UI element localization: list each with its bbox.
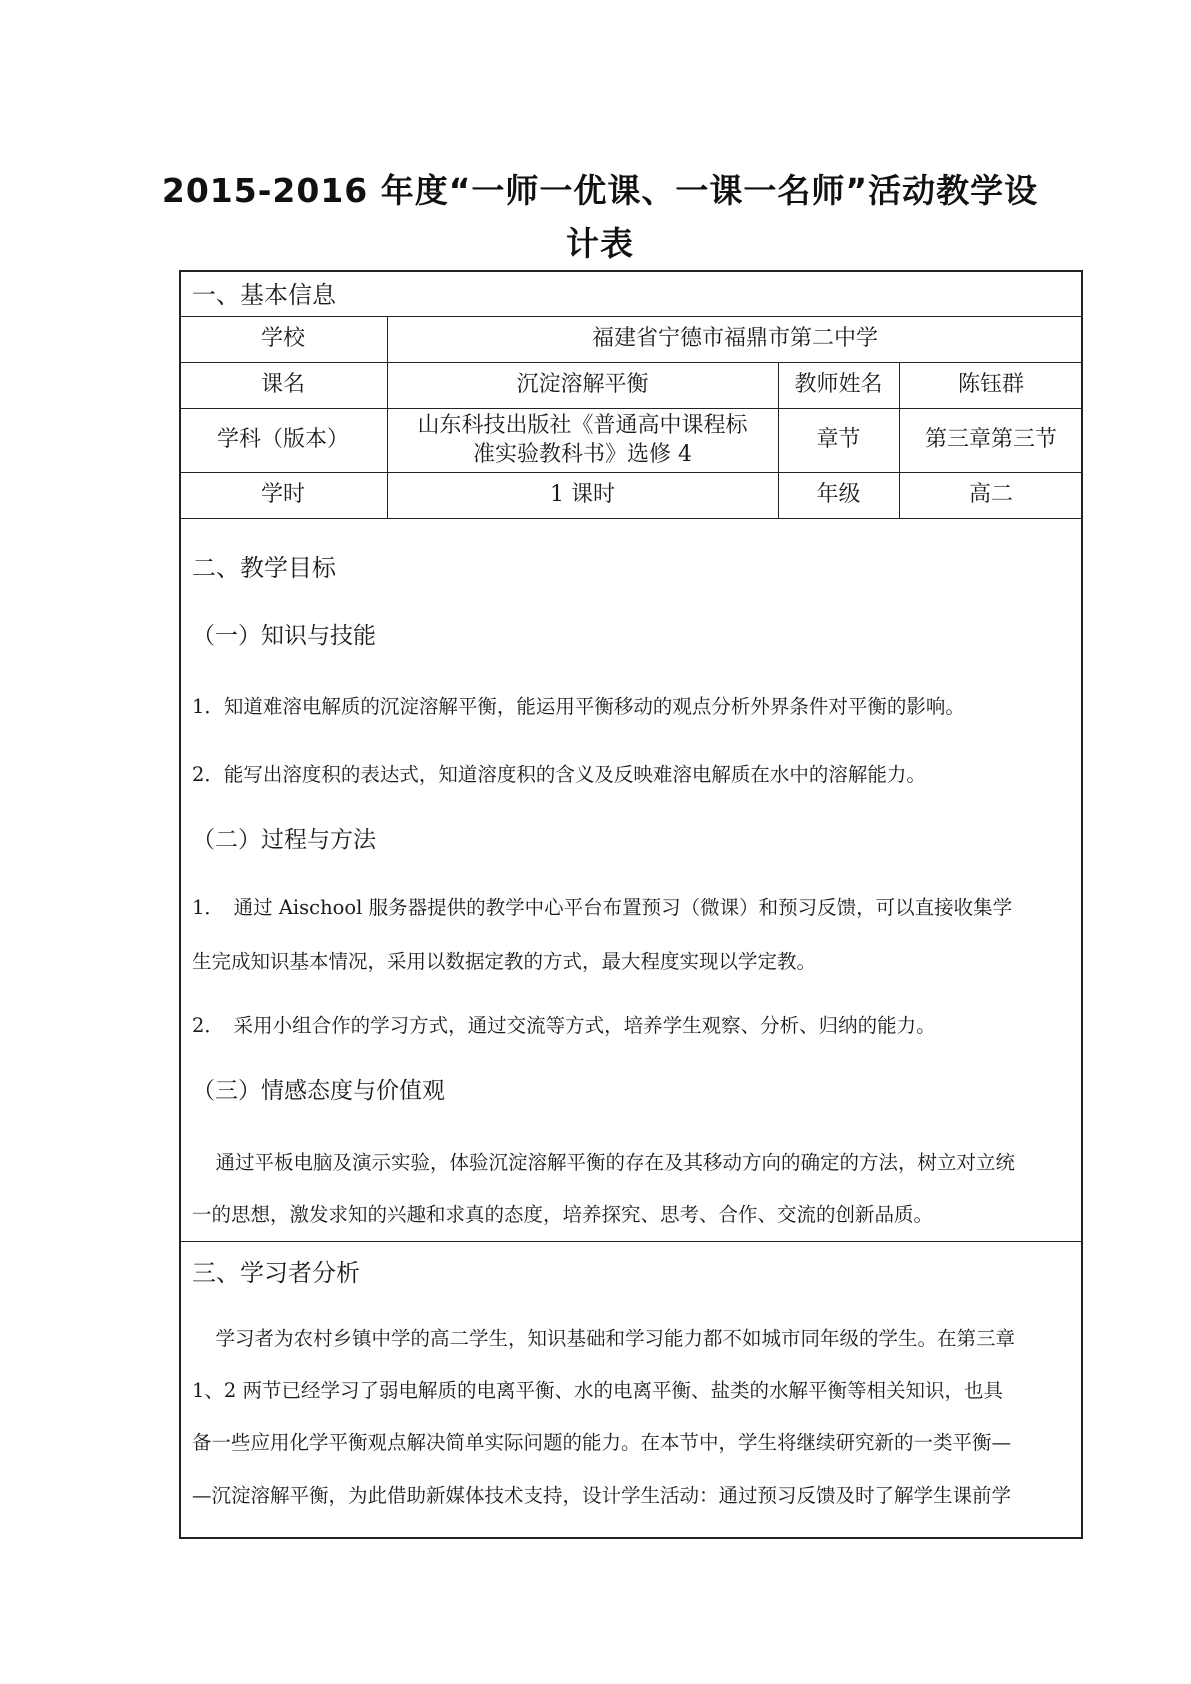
subject-value-line1: 山东科技出版社《普通高中课程标: [417, 413, 748, 438]
course-label: 课名: [260, 372, 305, 397]
school-value: 福建省宁德市福鼎市第二中学: [591, 326, 878, 351]
learner-line3: 备一些应用化学平衡观点解决简单实际问题的能力。在本节中，学生将继续研究新的一类平衡—: [192, 1431, 1012, 1454]
section-learner-analysis: 三、学习者分析: [192, 1259, 360, 1287]
goal-process-title: （二）过程与方法: [192, 827, 376, 853]
grade-value: 高二: [968, 482, 1013, 507]
section-divider: [179, 1241, 1083, 1242]
subject-value-line2: 准实验教科书》选修 4: [473, 442, 692, 467]
learner-line4: —沉淀溶解平衡，为此借助新媒体技术支持，设计学生活动：通过预习反馈及时了解学生课前学: [192, 1484, 1012, 1507]
subject-label: 学科（版本）: [216, 427, 349, 452]
goal-emotion-title: （三）情感态度与价值观: [192, 1078, 445, 1104]
chapter-value: 第三章第三节: [924, 427, 1057, 452]
grade-label: 年级: [816, 482, 861, 507]
subject-value: [387, 408, 778, 472]
goal-process-1-line2: 生完成知识基本情况，采用以数据定教的方式，最大程度实现以学定教。: [192, 950, 817, 973]
hours-label: 学时: [260, 482, 305, 507]
hours-value: 1 课时: [550, 482, 615, 507]
teacher-label: 教师姓名: [794, 372, 883, 397]
document-title-line2: 计表: [566, 224, 634, 263]
goal-emotion-line1: 通过平板电脑及演示实验，体验沉淀溶解平衡的存在及其移动方向的确定的方法，树立对立统: [196, 1151, 1016, 1174]
goal-knowledge-1: 1．知道难溶电解质的沉淀溶解平衡，能运用平衡移动的观点分析外界条件对平衡的影响。: [192, 695, 965, 718]
chapter-label: 章节: [816, 427, 861, 452]
section-basic-info: 一、基本信息: [192, 281, 336, 309]
learner-line1: 学习者为农村乡镇中学的高二学生，知识基础和学习能力都不如城市同年级的学生。在第三章: [196, 1327, 1016, 1350]
section-goals: 二、教学目标: [192, 554, 336, 582]
goal-process-2: 2． 采用小组合作的学习方式，通过交流等方式，培养学生观察、分析、归纳的能力。: [192, 1014, 936, 1037]
row-divider: [179, 518, 1083, 519]
goal-knowledge-title: （一）知识与技能: [192, 623, 376, 649]
teacher-value: 陈钰群: [957, 372, 1024, 397]
school-label: 学校: [260, 326, 305, 351]
document-title-line1: 2015-2016 年度“一师一优课、一课一名师”活动教学设: [161, 171, 1039, 210]
goal-emotion-line2: 一的思想，激发求知的兴趣和求真的态度，培养探究、思考、合作、交流的创新品质。: [192, 1203, 934, 1226]
course-value: 沉淀溶解平衡: [516, 372, 649, 397]
goal-knowledge-2: 2．能写出溶度积的表达式，知道溶度积的含义及反映难溶电解质在水中的溶解能力。: [192, 763, 926, 786]
goal-process-1-line1: 1． 通过 Aischool 服务器提供的教学中心平台布置预习（微课）和预习反馈，可以直接收集学: [192, 896, 1013, 919]
learner-line2: 1、2 两节已经学习了弱电解质的电离平衡、水的电离平衡、盐类的水解平衡等相关知识，也具: [192, 1379, 1004, 1402]
